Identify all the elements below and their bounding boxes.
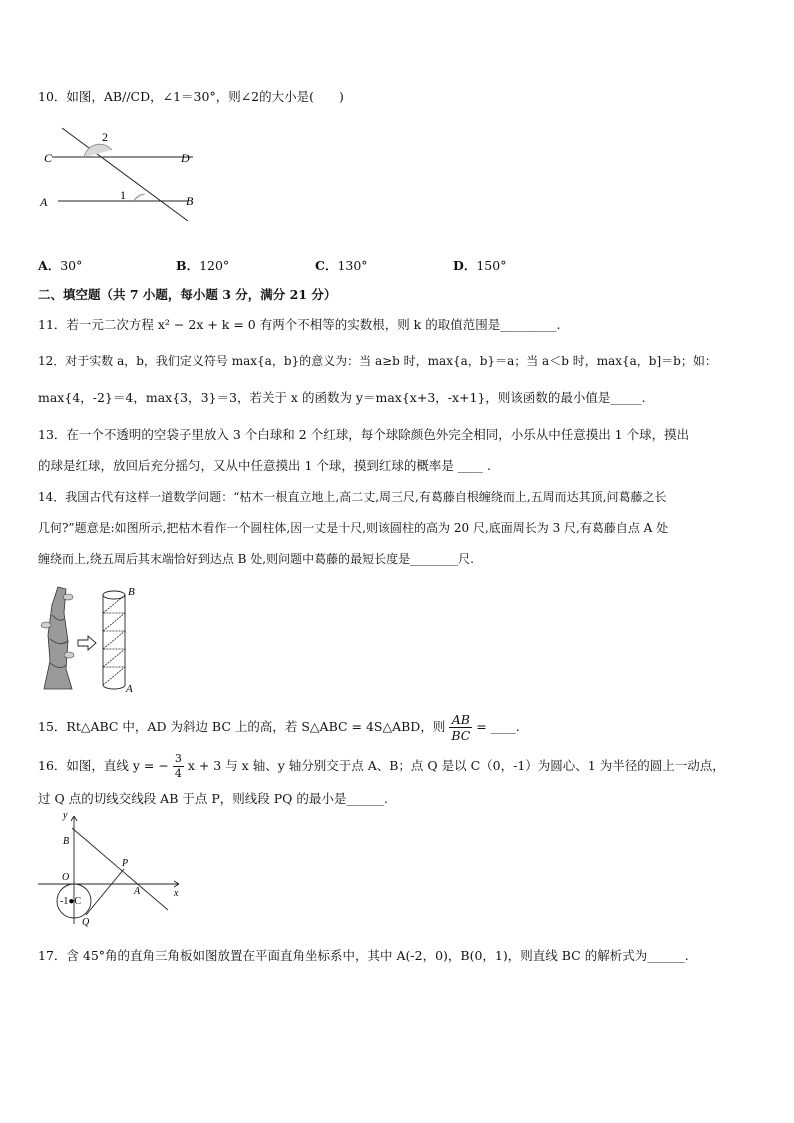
- q16-label-y: y: [63, 812, 68, 821]
- q13-line1: 13．在一个不透明的空袋子里放入 3 个白球和 2 个红球，每个球除颜色外完全相同，小乐从中任意摸出 1 个球，摸出: [38, 427, 690, 442]
- q10-label-C: C: [44, 151, 53, 165]
- right-arrow-icon: [78, 636, 96, 650]
- q14-line3: 缠绕而上,绕五周后其末端恰好到达点 B 处,则问题中葛藤的最短长度是________尺.: [38, 552, 474, 566]
- q16-line1: 16．如图，直线 y = − $\frac{3}{4}$ x + 3 与 x 轴、y 轴分别交于点 A、B；点 Q 是以 C（0，-1）为圆心、1 为半径的圆上一动点，: [38, 752, 725, 780]
- q10-label-angle2: 2: [102, 130, 108, 144]
- q16-label-B: B: [63, 836, 70, 847]
- q16-line2: 过 Q 点的切线交线段 AB 于点 P，则线段 PQ 的最小是______.: [38, 791, 388, 806]
- q16-label-P: P: [122, 858, 129, 869]
- q10-stem: 10．如图，AB//CD，∠1＝30°，则∠2的大小是( ): [38, 89, 344, 104]
- q14-label-A: A: [126, 683, 133, 695]
- section2-title: 二、填空题（共 7 小题，每小题 3 分，满分 21 分）: [38, 287, 337, 302]
- leaf-icon: [41, 622, 51, 628]
- q14-label-B: B: [128, 586, 135, 598]
- q10-label-D: D: [181, 151, 190, 165]
- q16-label-C: -1●C: [60, 896, 82, 907]
- leaf-icon: [63, 594, 73, 600]
- q16-label-Q: Q: [82, 917, 90, 927]
- q12-line1: 12．对于实数 a，b，我们定义符号 max{a，b}的意义为：当 a≥b 时，max{a，b}＝a；当 a＜b 时，max{a，b]＝b；如：: [38, 354, 717, 368]
- q14-line2: 几何?”题意是:如图所示,把枯木看作一个圆柱体,因一丈是十尺,则该圆柱的高为 20 尺,底面周长为 3 尺,有葛藤自点 A 处: [38, 521, 669, 535]
- q10-option-a: A．30°: [38, 258, 83, 273]
- q11-text: 11．若一元二次方程 x² − 2x + k = 0 有两个不相等的实数根，则 k 的取值范围是_________.: [38, 317, 561, 332]
- q16-label-O: O: [62, 872, 70, 883]
- q12-line2: max{4，-2}＝4，max{3，3}＝3，若关于 x 的函数为 y＝max{x+3，-x+1}，则该函数的最小值是_____.: [38, 390, 646, 405]
- q10-option-c: C．130°: [315, 258, 368, 273]
- q16-figure: [36, 812, 186, 931]
- q10-option-b: B．120°: [176, 258, 230, 273]
- q13-line2: 的球是红球，放回后充分摇匀，又从中任意摸出 1 个球，摸到红球的概率是 ____ .: [38, 458, 491, 473]
- q14-line1: 14．我国古代有这样一道数学问题：“枯木一根直立地上,高二丈,周三尺,有葛藤自根缠绕而上,五周而达其顶,问葛藤之长: [38, 490, 667, 504]
- q16-label-A: A: [134, 886, 141, 897]
- leaf-icon: [64, 652, 74, 658]
- q10-label-B: B: [186, 194, 194, 208]
- q14-figure: [38, 585, 148, 699]
- tree-trunk-icon: [44, 587, 72, 689]
- q17-text: 17．含 45°角的直角三角板如图放置在平面直角坐标系中，其中 A(-2，0)，B(0，1)，则直线 BC 的解析式为______.: [38, 948, 689, 963]
- q10-option-d: D．150°: [453, 258, 507, 273]
- q16-label-x: x: [174, 888, 179, 899]
- q10-label-angle1: 1: [120, 188, 126, 202]
- q10-label-A: A: [40, 195, 48, 209]
- q10-figure: [38, 124, 208, 228]
- q15-text: 15．Rt△ABC 中，AD 为斜边 BC 上的高，若 S△ABC = 4S△ABD，则 $\frac{AB}{BC}$ = ____.: [38, 712, 520, 743]
